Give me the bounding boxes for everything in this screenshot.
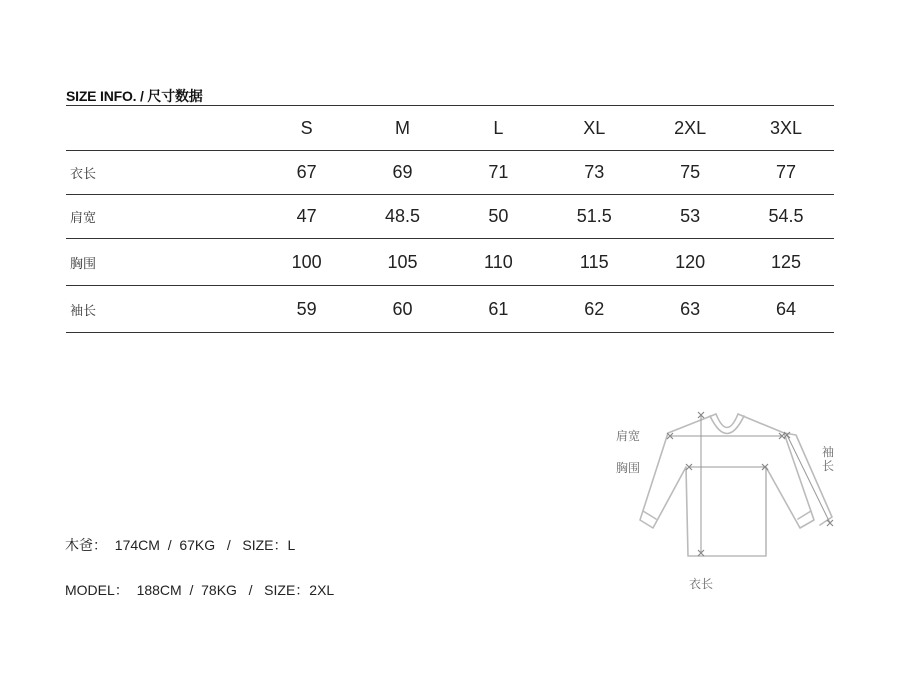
table-cell: 125 [738,239,834,286]
table-cell: 47 [259,195,355,239]
size-info-title: SIZE INFO. / 尺寸数据 [66,88,203,104]
table-row [66,286,834,333]
table-cell: 105 [355,239,451,286]
header-corner-cell [66,106,259,151]
table-cell: 67 [259,151,355,195]
table-cell: 48.5 [355,195,451,239]
table-cell: 120 [642,239,738,286]
size-header-row [66,106,834,151]
sweater-measurement-icon [610,405,840,595]
size-header: S [259,106,355,151]
table-row [66,151,834,195]
table-cell: 59 [259,286,355,333]
table-cell: 63 [642,286,738,333]
table-cell: 60 [355,286,451,333]
row-label: 胸围 [66,239,259,286]
model-info-line: MODEL： 188CM / 78KG / SIZE：2XL [65,582,335,598]
table-cell: 73 [546,151,642,195]
table-cell: 51.5 [546,195,642,239]
size-header: 3XL [738,106,834,151]
table-row [66,195,834,239]
size-header: 2XL [642,106,738,151]
table-cell: 110 [450,239,546,286]
table-cell: 61 [450,286,546,333]
size-header: L [450,106,546,151]
table-cell: 115 [546,239,642,286]
size-header: M [355,106,451,151]
length-label: 衣长 [689,577,714,591]
sleeve-label: 袖长 [822,445,835,473]
table-cell: 50 [450,195,546,239]
table-cell: 69 [355,151,451,195]
table-cell: 64 [738,286,834,333]
size-table [66,105,834,333]
table-cell: 77 [738,151,834,195]
table-row [66,239,834,286]
model-info-line: 木爸： 174CM / 67KG / SIZE：L [65,537,296,553]
row-label: 肩宽 [66,195,259,239]
shoulder-label: 肩宽 [616,429,641,443]
size-header: XL [546,106,642,151]
chest-label: 胸围 [616,461,641,475]
table-cell: 100 [259,239,355,286]
row-label: 衣长 [66,151,259,195]
table-cell: 53 [642,195,738,239]
table-cell: 75 [642,151,738,195]
table-cell: 71 [450,151,546,195]
table-cell: 54.5 [738,195,834,239]
measurement-diagram [610,405,840,595]
table-cell: 62 [546,286,642,333]
row-label: 袖长 [66,286,259,333]
